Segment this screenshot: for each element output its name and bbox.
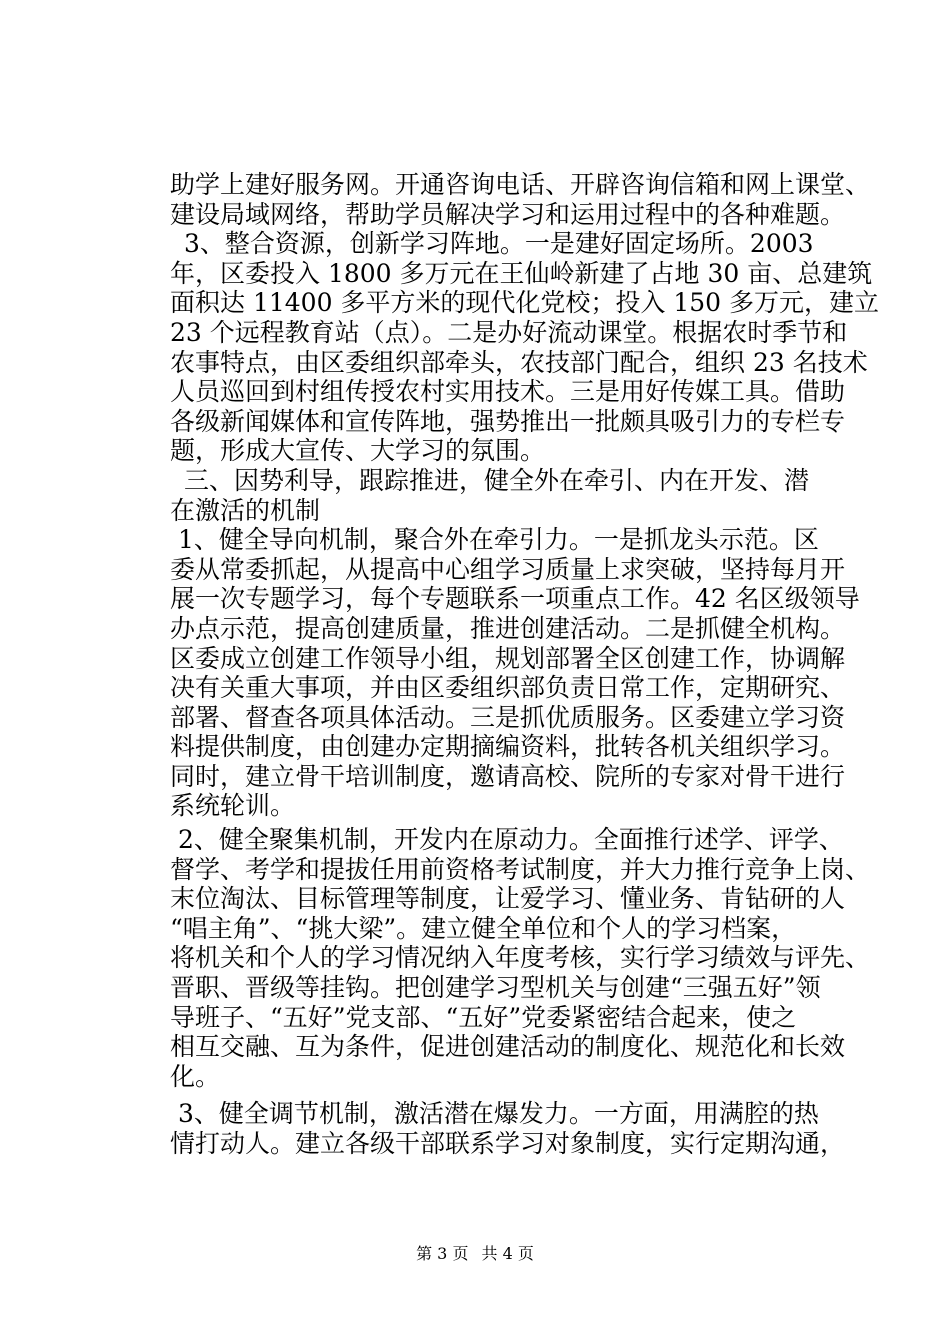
page-footer (0, 1244, 950, 1264)
text-line: 化。 (170, 1061, 221, 1091)
text-line: 情打动人。建立各级干部联系学习对象制度，实行定期沟通， (170, 1129, 846, 1158)
text-line: 面积达 11400 多平方米的现代化党校；投入 150 多万元，建立 (170, 288, 880, 318)
document-body (170, 170, 880, 1159)
text-line: 人员巡回到村组传授农村实用技术。三是用好传媒工具。借助 (170, 377, 846, 407)
text-line: 3、健全调节机制，激活潜在爆发力。一方面，用满腔的热 (178, 1099, 819, 1129)
text-line: 料提供制度，由创建办定期摘编资料，批转各机关组织学习。 (170, 732, 846, 762)
text-line: 督学、考学和提拔任用前资格考试制度，并大力推行竞争上岗、 (170, 854, 871, 884)
text-line: 晋职、晋级等挂钩。把创建学习型机关与创建“三强五好”领 (170, 973, 821, 1003)
text-line: 题，形成大宣传、大学习的氛围。 (170, 436, 546, 466)
page-number: 第 3 页 (416, 1244, 469, 1263)
page-total: 共 4 页 (481, 1244, 534, 1263)
text-line: 导班子、“五好”党支部、“五好”党委紧密结合起来，使之 (170, 1002, 797, 1032)
text-line: “唱主角”、“挑大梁”。建立健全单位和个人的学习档案， (170, 913, 797, 943)
text-line: 部署、督查各项具体活动。三是抓优质服务。区委建立学习资 (170, 702, 846, 732)
text-line: 23 个远程教育站（点）。二是办好流动课堂。根据农时季节和 (170, 317, 848, 347)
text-line: 建设局域网络，帮助学员解决学习和运用过程中的各种难题。 (170, 199, 846, 229)
text-line: 2、健全聚集机制，开发内在原动力。全面推行述学、评学、 (178, 825, 844, 855)
text-line: 在激活的机制 (170, 495, 321, 525)
text-line: 决有关重大事项，并由区委组织部负责日常工作，定期研究、 (170, 673, 846, 703)
text-line: 展一次专题学习，每个专题联系一项重点工作。42 名区级领导 (170, 584, 860, 614)
text-line: 各级新闻媒体和宣传阵地，强势推出一批颇具吸引力的专栏专 (170, 406, 846, 436)
text-line: 助学上建好服务网。开通咨询电话、开辟咨询信箱和网上课堂、 (170, 170, 871, 199)
text-line: 三、因势利导，跟踪推进，健全外在牵引、内在开发、潜 (184, 465, 810, 495)
text-line: 区委成立创建工作领导小组，规划部署全区创建工作，协调解 (170, 643, 846, 673)
text-line: 委从常委抓起，从提高中心组学习质量上求突破，坚持每月开 (170, 554, 846, 584)
text-line: 年，区委投入 1800 多万元在王仙岭新建了占地 30 亩、总建筑 (170, 258, 873, 288)
text-line: 将机关和个人的学习情况纳入年度考核，实行学习绩效与评先、 (170, 943, 871, 973)
text-line: 1、健全导向机制，聚合外在牵引力。一是抓龙头示范。区 (178, 525, 819, 555)
text-line: 同时，建立骨干培训制度，邀请高校、院所的专家对骨干进行 (170, 761, 846, 791)
text-line: 农事特点，由区委组织部牵头，农技部门配合，组织 23 名技术 (170, 347, 868, 377)
text-line: 3、整合资源，创新学习阵地。一是建好固定场所。2003 (184, 229, 814, 259)
text-line: 办点示范，提高创建质量，推进创建活动。二是抓健全机构。 (170, 613, 846, 643)
text-line: 相互交融、互为条件，促进创建活动的制度化、规范化和长效 (170, 1032, 846, 1062)
text-line: 系统轮训。 (170, 791, 296, 821)
text-line: 末位淘汰、目标管理等制度，让爱学习、懂业务、肯钻研的人 (170, 884, 846, 914)
